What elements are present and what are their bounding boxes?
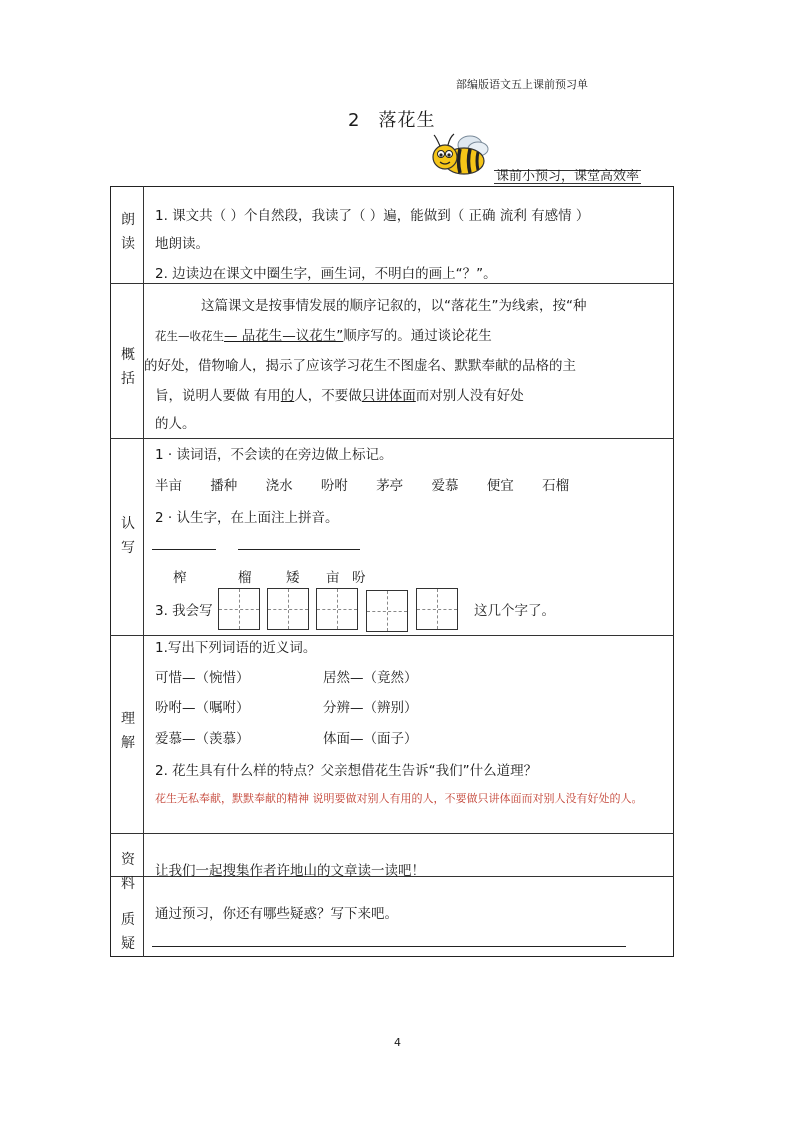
- label-char: 朗: [121, 212, 135, 228]
- read-line-1: 1. 课文共（ ）个自然段，我读了（ ）遍，能做到（ 正确 流利 有感情 ）: [155, 208, 590, 224]
- question-text: 通过预习，你还有哪些疑惑？写下来吧。: [155, 906, 398, 922]
- summary-fill-underlined: 只讲体面: [361, 388, 416, 404]
- char-1: 榨: [173, 570, 187, 586]
- label-char: 料: [121, 876, 135, 892]
- label-char: 概: [121, 347, 135, 363]
- writing-grid-box[interactable]: [267, 588, 309, 630]
- pinyin-blank[interactable]: [238, 549, 360, 550]
- word-item: 浇水: [265, 478, 293, 494]
- label-char: 解: [121, 735, 135, 751]
- summary-fill-underlined: — 品花生—议花生”: [224, 328, 344, 344]
- writing-grid-box[interactable]: [366, 590, 408, 632]
- write-q3-suffix: 这几个字了。: [474, 603, 555, 619]
- summary-text: 人，不要做: [294, 388, 362, 404]
- writing-grid-box[interactable]: [218, 588, 260, 630]
- section-label-write: [113, 512, 143, 560]
- row-divider: [110, 283, 674, 284]
- word-item: 石榴: [542, 478, 570, 494]
- summary-line-4: [155, 384, 524, 404]
- synonym-left: 爱慕—（羡慕）: [155, 731, 250, 747]
- label-char: 括: [121, 371, 135, 387]
- understand-q1: 1.写出下列词语的近义词。: [155, 640, 317, 656]
- writing-grid-box[interactable]: [416, 588, 458, 630]
- summary-text: 而对别人没有好处: [415, 388, 524, 404]
- char-2: 榴: [238, 570, 252, 586]
- write-q1: 1 · 读词语，不会读的在旁边做上标记。: [155, 447, 393, 463]
- summary-line-1: 这篇课文是按事情发展的顺序记叙的，以“落花生”为线索，按“种: [201, 298, 587, 314]
- section-label-understand: [113, 707, 143, 755]
- synonym-right: 居然—（竟然）: [323, 670, 418, 686]
- synonym-right: 体面—（面子）: [323, 731, 418, 747]
- word-item: 便宜: [486, 478, 514, 494]
- read-line-2: 地朗读。: [155, 236, 209, 252]
- write-q3-prefix: 3. 我会写: [155, 603, 213, 619]
- word-list: [155, 474, 569, 494]
- section-label-read: [113, 208, 143, 256]
- word-item: 茅亭: [376, 478, 404, 494]
- synonym-right: 分辨—（辨别）: [323, 700, 418, 716]
- lesson-title: [348, 106, 435, 132]
- summary-line-2: [155, 324, 492, 344]
- label-char: 认: [121, 516, 135, 532]
- question-answer-line[interactable]: [152, 946, 626, 947]
- synonym-left: 可惜—（惋惜）: [155, 670, 250, 686]
- label-char: 读: [121, 236, 135, 252]
- page-number: 4: [394, 1036, 401, 1049]
- understand-q2: 2. 花生具有什么样的特点？父亲想借花生告诉“我们”什么道理？: [155, 763, 538, 779]
- summary-fill: 花生—收花生: [155, 329, 224, 343]
- label-char: 资: [121, 852, 135, 868]
- understand-answer: 花生无私奉献，默默奉献的精神 说明要做对别人有用的人，不要做只讲体面而对别人没有好处的人。: [155, 792, 643, 805]
- summary-line-3: 的好处，借物喻人，揭示了应该学习花生不图虚名、默默奉献的品格的主: [144, 358, 576, 374]
- word-item: 吩咐: [320, 478, 348, 494]
- label-char: 疑: [121, 936, 135, 952]
- lesson-name: 落花生: [378, 110, 436, 131]
- write-q2: 2 · 认生字，在上面注上拼音。: [155, 510, 339, 526]
- char-3: 矮: [286, 570, 300, 586]
- label-char: 理: [121, 711, 135, 727]
- lesson-number: 2: [348, 110, 361, 131]
- section-label-summary: [113, 343, 143, 391]
- word-item: 播种: [210, 478, 238, 494]
- bee-icon: [430, 131, 492, 179]
- pinyin-blank[interactable]: [152, 549, 216, 550]
- summary-text: 顺序写的。通过谈论花生: [343, 328, 492, 344]
- synonym-left: 吩咐—（嘱咐）: [155, 700, 250, 716]
- writing-grid-box[interactable]: [316, 588, 358, 630]
- section-label-question: [113, 908, 143, 956]
- label-column-divider: [143, 186, 144, 957]
- char-4: 亩: [326, 570, 340, 586]
- word-item: 半亩: [155, 478, 182, 494]
- header-note: 部编版语文五上课前预习单: [456, 78, 588, 91]
- summary-text: 旨，说明人要做 有用: [155, 388, 281, 404]
- word-item: 爱慕: [431, 478, 459, 494]
- slogan: 课前小预习，课堂高效率: [496, 169, 640, 184]
- read-line-3: 2. 边读边在课文中圈生字，画生词，不明白的画上“？”。: [155, 266, 497, 282]
- char-5: 吩: [352, 570, 366, 586]
- label-char: 质: [121, 912, 135, 928]
- label-char: 写: [121, 540, 135, 556]
- section-label-material: [113, 848, 143, 896]
- row-divider: [110, 438, 674, 439]
- summary-fill-underlined: 的: [280, 388, 295, 404]
- summary-line-5: 的人。: [155, 416, 196, 432]
- material-text: 让我们一起搜集作者许地山的文章读一读吧！: [155, 863, 425, 879]
- row-divider: [110, 833, 674, 834]
